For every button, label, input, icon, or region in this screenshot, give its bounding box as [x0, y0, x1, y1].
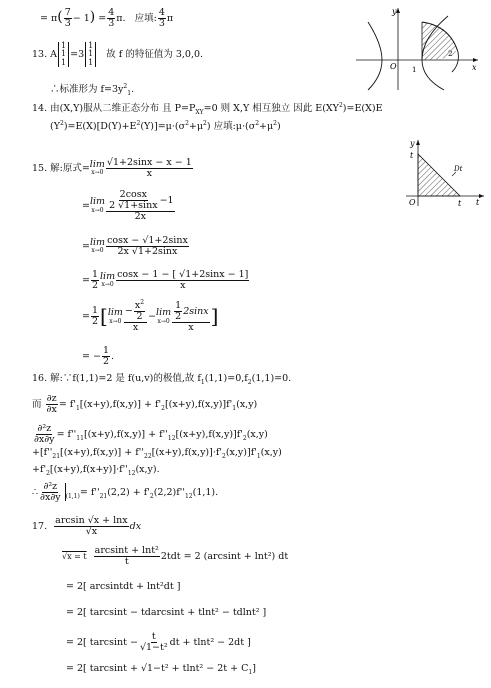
problem-15-row4: = $\frac{1}{2}$ lim x→0 $\frac{\cos x - 1 - [ √1+2\sin x - 1]}{x}$ — [82, 269, 249, 291]
fig1-one: 1 — [412, 66, 417, 74]
fig2-t-axis-label: t — [476, 198, 480, 207]
problem-17-l4: = 2[ tarcsint − tdarcsint + tlnt² − tdlnt² ] — [66, 607, 267, 618]
answer-label: 应填: — [134, 12, 157, 24]
fig2-origin: O — [409, 198, 416, 207]
problem-15-row3: = lim x→0 $\frac{\cos x - √1+2\sin x}{2x √1+2\sin x}$ — [82, 235, 188, 257]
fig1-y-label: y — [392, 7, 397, 16]
problem-17-l5: = 2[ tarcsint − $\frac{t}{\text{√1−t²}}$ dt + tlnt² − 2dt ] — [66, 631, 251, 653]
problem-17-l6: = 2[ $tarcsint + √1-t^2 + tlnt^2 - 2t + C_1$] — [66, 663, 256, 676]
problem-15-row6: = − $\frac{1}{2}$ . — [82, 345, 115, 367]
problem-16-l4: $+[f''_{21}[(x+y),f(x,y)] + f''_{22}[(x+y),f(x,y)]\cdot f'_2(x,y)]f'_1(x,y)$ — [32, 447, 282, 460]
fig2-y-label: y — [410, 139, 415, 148]
problem-13: 13. A 1 1 1 =3 1 1 1 故 f 的特征值为 3,0,0. — [32, 41, 204, 67]
fig2-t-right: t — [458, 199, 462, 208]
figure-triangle-region — [392, 138, 487, 208]
problem-15-row1: 15. 解:原式= lim x→0 $\frac{√1+2\sin x - x - 1}{x}$ — [32, 157, 192, 179]
problem-16-l5: $+f'_2[(x+y),f(x+y)]\cdot f''_{12}(x,y)$. — [32, 464, 160, 477]
problem-17-l3: = 2[ arcsintdt + lnt²dt ] — [66, 581, 181, 592]
top-line: = π( $\frac{7}{3}$ − 1) = $\frac{4}{3}$ π. 应填: $\frac{4}{3}$ π — [40, 7, 174, 29]
problem-16-l2: 而 $\frac{\partial z}{\partial x}$ = $f'_1[(x+y),f(x,y)] + f'_2[(x+y),f(x,y)]f'_1(x,y)$ — [32, 393, 258, 415]
problem-17-l2: √x = t $\frac{\text{arcsint + lnt²}}{t}$ 2tdt = 2 (arcsint + lnt²) dt — [62, 545, 289, 567]
fig2-dt-label: Dt — [454, 165, 463, 173]
problem-16-l1: 16. 解:∵f(1,1)=2 是 f(u,v)的极值,故 $f_1(1,1)=0,f_2(1,1)=0$. — [32, 373, 292, 386]
problem-17-l1: 17. $\frac{\arcsin √x + \ln x}{√x}$ dx — [32, 515, 142, 537]
problem-16-l3: $\frac{\text{∂²z}}{\partial x\partial y}$ = $f''_{11}[(x+y),f(x,y)] + f''_{12}[(x+y),f(x,y)]f'_2(x,y)$ — [34, 423, 268, 445]
vector-2: 1 1 1 — [85, 42, 96, 67]
vector-1: 1 1 1 — [58, 42, 69, 67]
problem-15-row5: = $\frac{1}{2}$ [ lim x→0 − $\frac{x^2}{2}$ x − lim x→0 $\frac{1}{2}$ 2sinx x ] — [82, 299, 219, 334]
problem-14-line1: 14. 由(X,Y)服从二维正态分布 且 $P=P_{XY}=0$ 则 X,Y 相互独立 因此 $E(XY^2)=E(X)E$ — [32, 102, 383, 117]
problem-16-l6: ∴ $\frac{\text{∂²z}}{\partial x\partial y}$ $_{(1,1)}= f''_{21}(2,2) + f'_2(2,2)f''_{12}(1,1)$. — [32, 481, 219, 503]
fig2-t-top: t — [410, 151, 414, 160]
fig1-origin: O — [390, 62, 397, 71]
fig1-x-label: x — [472, 63, 477, 72]
fig1-two: 2 — [448, 50, 453, 58]
standard-form: ∴标准形为 $f=3y^2_1$. — [50, 83, 135, 98]
figure-ellipse-region — [352, 2, 482, 92]
problem-15-row2: = lim x→0 $\frac{2\cos x}{2 √1+\sin x}$ −1 2x — [82, 189, 174, 222]
problem-14-line2: $(Y^2)=E(X)[D(Y)+E^2(Y)]=\mu\cdot(\sigma^2+\mu^2)$ 应填$:\mu\cdot(\sigma^2+\mu^2)$ — [50, 120, 281, 133]
